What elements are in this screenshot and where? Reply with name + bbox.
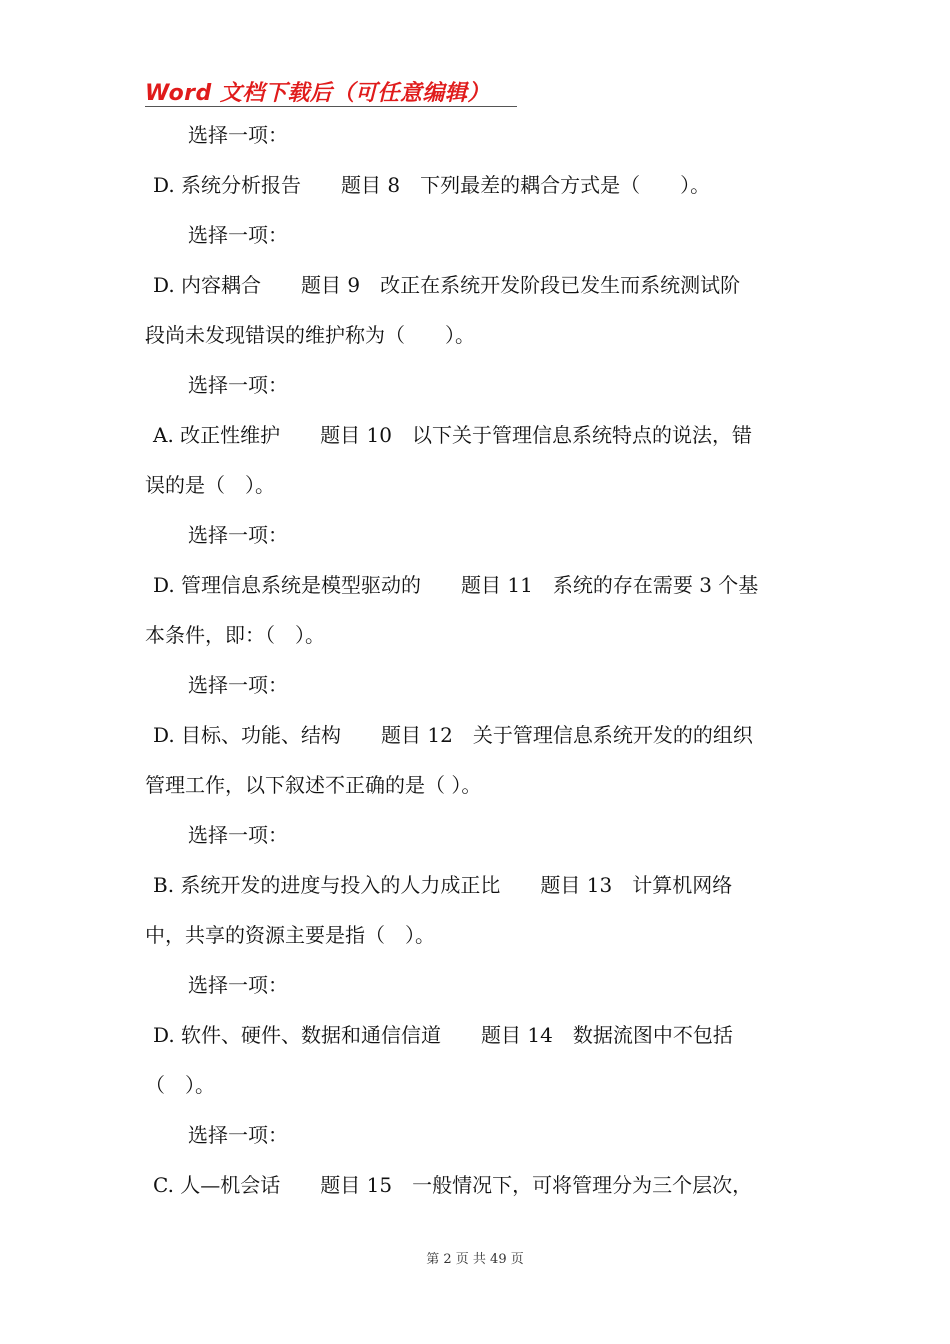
page-number: 第 2 页 共 49 页 [426, 1252, 524, 1267]
text-line: 选择一项： [188, 523, 288, 547]
text-line: 选择一项： [188, 123, 288, 147]
text-line: 误的是（ ）。 [145, 473, 275, 497]
text-line: D. 管理信息系统是模型驱动的 题目 11 系统的存在需要 3 个基 [153, 573, 759, 597]
text-line: 选择一项： [188, 823, 288, 847]
document-header [145, 72, 517, 107]
text-line: D. 目标、功能、结构 题目 12 关于管理信息系统开发的的组织 [153, 723, 753, 747]
header-title: Word 文档下载后（可任意编辑） [145, 81, 490, 106]
text-line: A. 改正性维护 题目 10 以下关于管理信息系统特点的说法，错 [153, 423, 752, 447]
text-line: D. 内容耦合 题目 9 改正在系统开发阶段已发生而系统测试阶 [153, 273, 741, 297]
text-line: 管理工作，以下叙述不正确的是（ ）。 [145, 773, 482, 797]
text-line: 段尚未发现错误的维护称为（ ）。 [145, 323, 475, 347]
text-line: B. 系统开发的进度与投入的人力成正比 题目 13 计算机网络 [153, 873, 733, 897]
text-line: C. 人—机会话 题目 15 一般情况下，可将管理分为三个层次， [153, 1173, 753, 1197]
text-line: （ ）。 [145, 1073, 215, 1097]
text-line: 选择一项： [188, 373, 288, 397]
text-line: 选择一项： [188, 973, 288, 997]
text-line: 选择一项： [188, 673, 288, 697]
text-line: 选择一项： [188, 223, 288, 247]
text-line: D. 软件、硬件、数据和通信信道 题目 14 数据流图中不包括 [153, 1023, 733, 1047]
text-line: 选择一项： [188, 1123, 288, 1147]
text-line: 本条件，即：（ ）。 [145, 623, 325, 647]
text-line: D. 系统分析报告 题目 8 下列最差的耦合方式是（ ）。 [153, 173, 711, 197]
text-line: 中，共享的资源主要是指（ ）。 [145, 923, 435, 947]
